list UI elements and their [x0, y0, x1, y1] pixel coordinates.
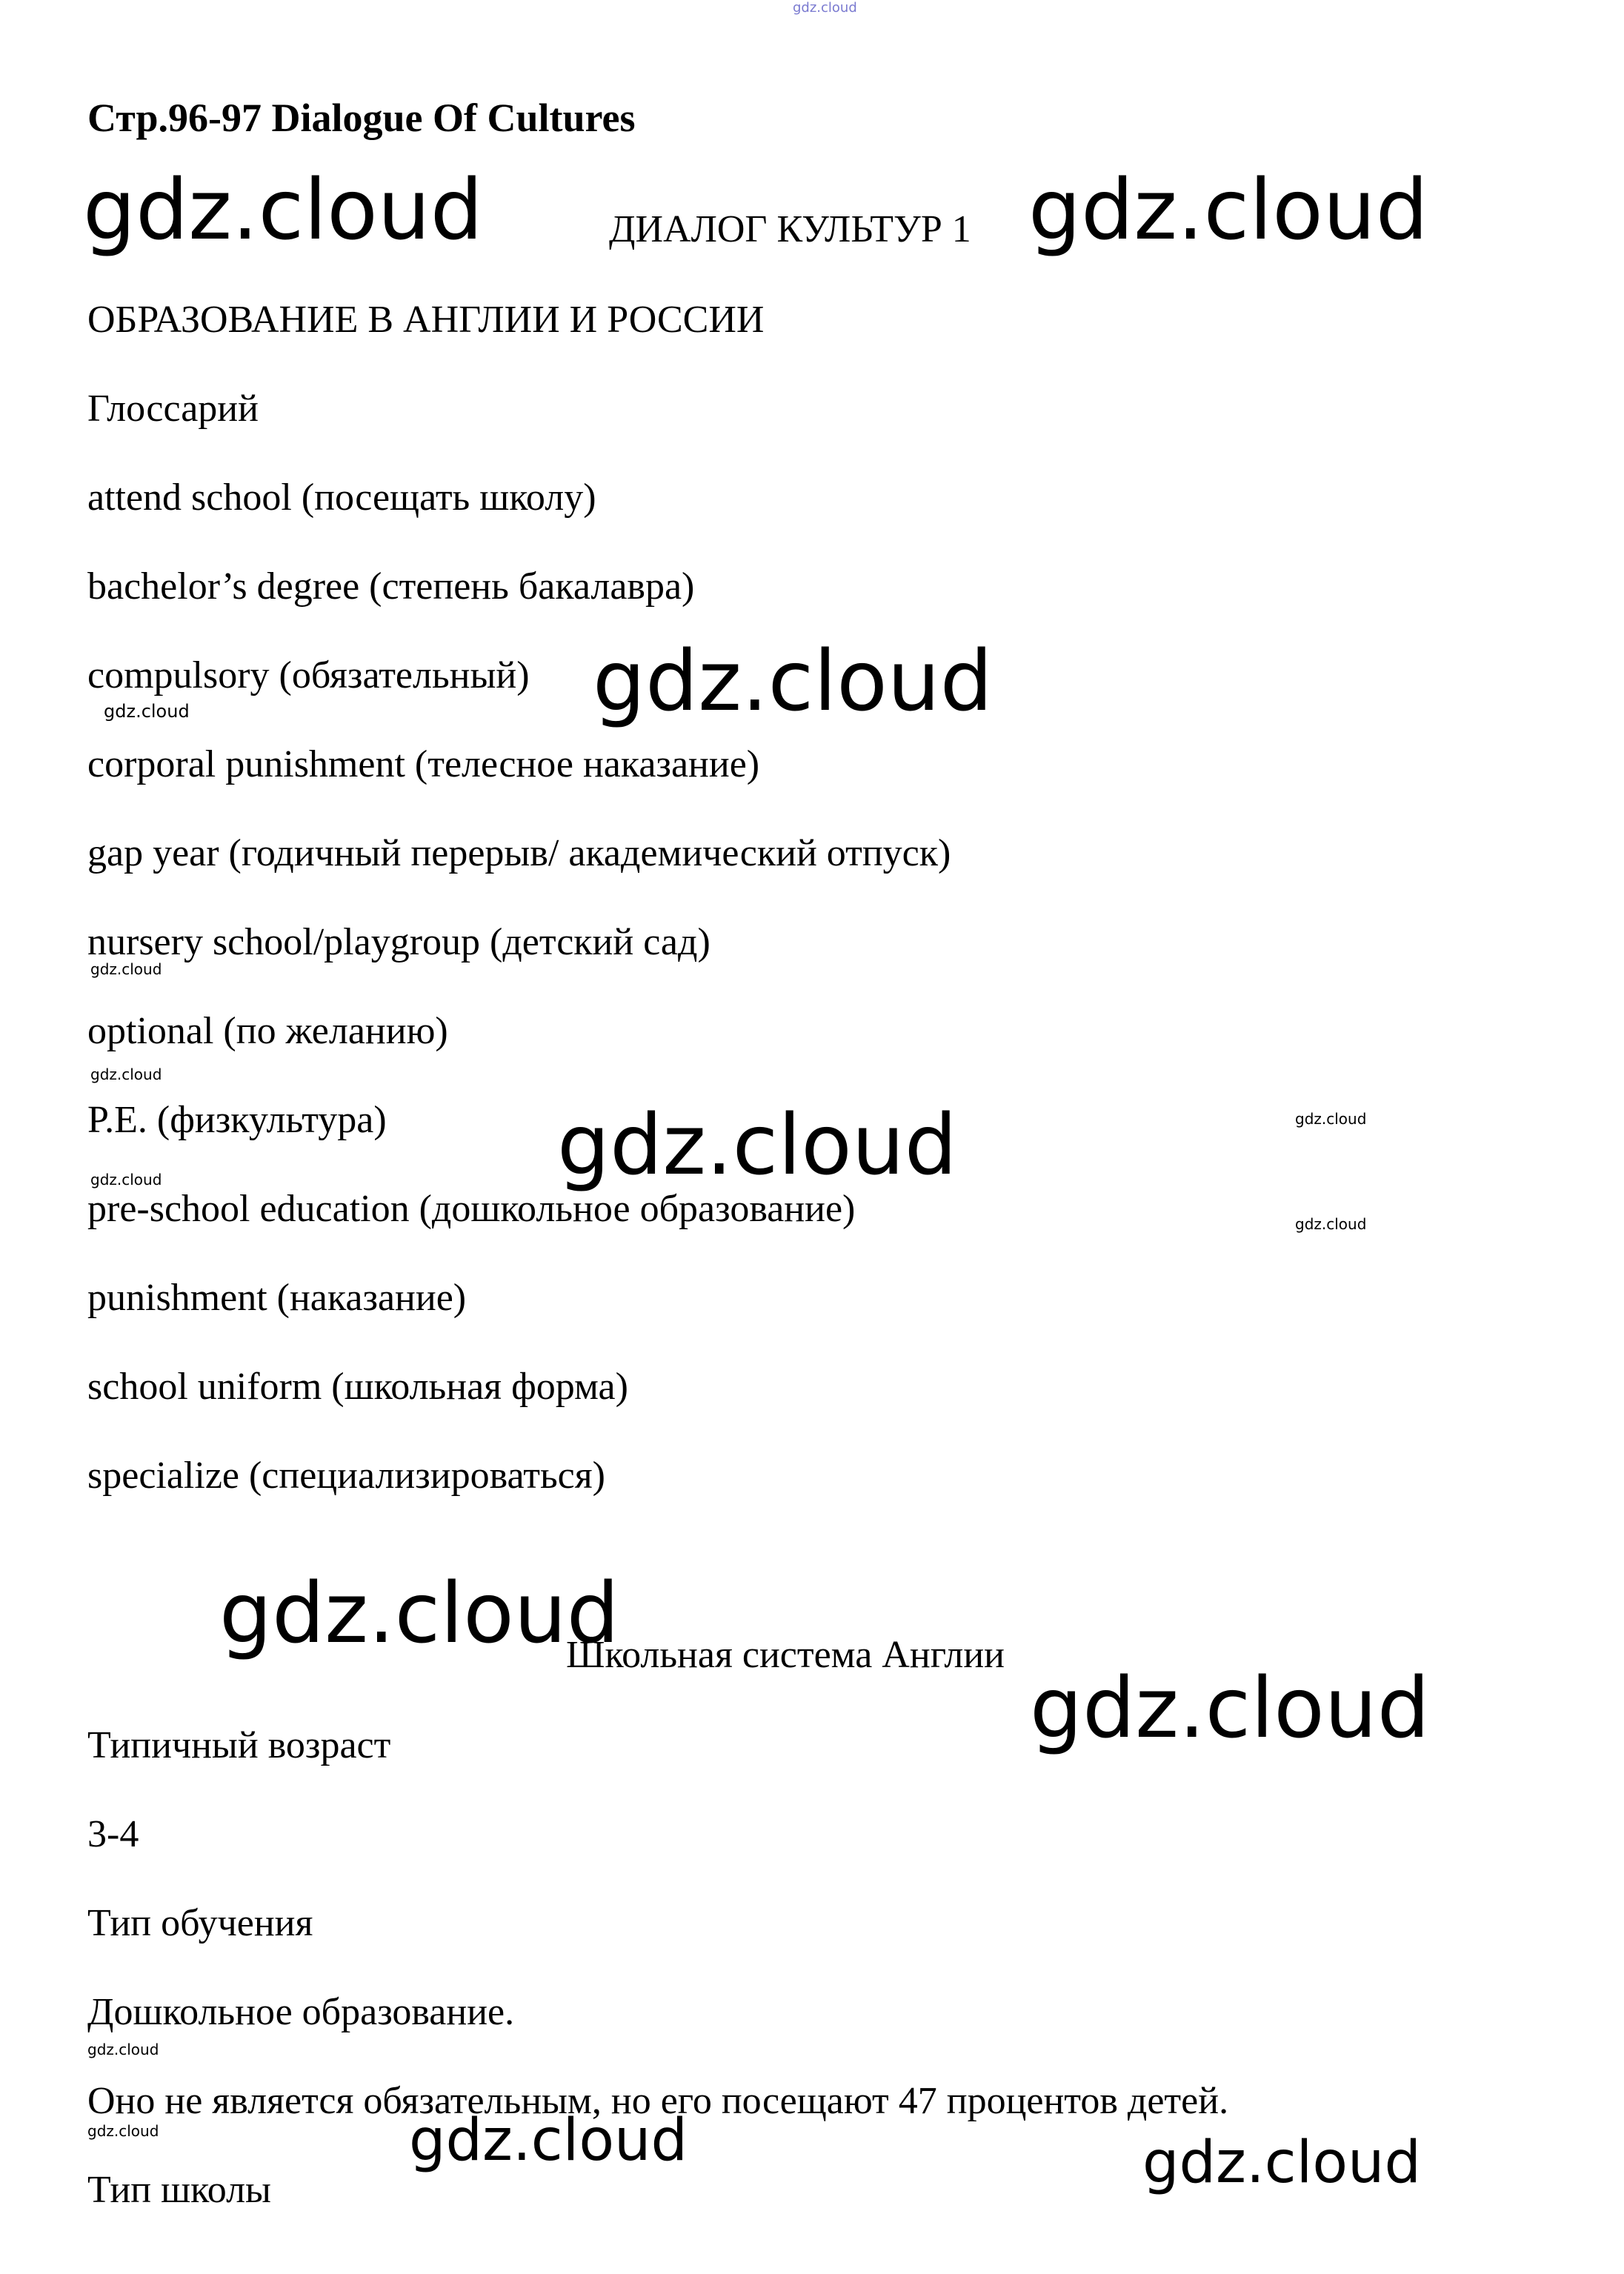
watermark-small: gdz.cloud — [87, 2041, 159, 2058]
watermark-large: gdz.cloud — [1030, 1660, 1430, 1757]
glossary-item: specialize (специализироваться) — [87, 1455, 605, 1497]
glossary-heading: Глоссарий — [87, 388, 259, 430]
watermark-small: gdz.cloud — [90, 1171, 162, 1188]
section-subtitle: ОБРАЗОВАНИЕ В АНГЛИИ И РОССИИ — [87, 299, 765, 341]
england-heading: Школьная система Англии — [566, 1634, 1005, 1676]
glossary-item: compulsory (обязательный) — [87, 654, 530, 697]
watermark-large: gdz.cloud — [557, 1097, 957, 1194]
type-value: Дошкольное образование. — [87, 1991, 515, 2033]
glossary-item: gap year (годичный перерыв/ академический отпуск) — [87, 832, 951, 874]
watermark-large: gdz.cloud — [219, 1566, 619, 1662]
watermark-small: gdz.cloud — [1295, 1215, 1367, 1233]
watermark-large: gdz.cloud — [83, 162, 483, 259]
age-label: Типичный возраст — [87, 1724, 391, 1766]
section-heading: ДИАЛОГ КУЛЬТУР 1 — [609, 208, 971, 250]
glossary-item: P.E. (физкультура) — [87, 1099, 387, 1141]
watermark-large: gdz.cloud — [593, 634, 993, 730]
watermark-small: gdz.cloud — [90, 960, 162, 978]
watermark-small: gdz.cloud — [1295, 1110, 1367, 1128]
type-label: Тип обучения — [87, 1902, 313, 1944]
glossary-item: corporal punishment (телесное наказание) — [87, 743, 760, 785]
watermark-medium: gdz.cloud — [409, 2107, 688, 2174]
glossary-item: school uniform (школьная форма) — [87, 1366, 628, 1408]
watermark-medium: gdz.cloud — [1142, 2130, 1421, 2196]
glossary-item: pre-school education (дошкольное образование) — [87, 1188, 856, 1230]
watermark-small: gdz.cloud — [90, 1065, 162, 1083]
glossary-item: optional (по желанию) — [87, 1010, 448, 1052]
watermark-small: gdz.cloud — [104, 701, 190, 722]
glossary-item: attend school (посещать школу) — [87, 476, 596, 519]
school-type-label: Тип школы — [87, 2169, 271, 2211]
glossary-item: punishment (наказание) — [87, 1277, 467, 1319]
page-title: Стр.96-97 Dialogue Of Cultures — [87, 96, 636, 140]
watermark-small: gdz.cloud — [87, 2122, 159, 2140]
watermark-large: gdz.cloud — [1028, 162, 1428, 259]
type-note: Оно не является обязательным, но его посещают 47 процентов детей. — [87, 2080, 1229, 2122]
age-value: 3-4 — [87, 1813, 139, 1855]
glossary-item: bachelor’s degree (степень бакалавра) — [87, 565, 695, 608]
watermark-top: gdz.cloud — [793, 0, 857, 16]
glossary-item: nursery school/playgroup (детский сад) — [87, 921, 710, 963]
